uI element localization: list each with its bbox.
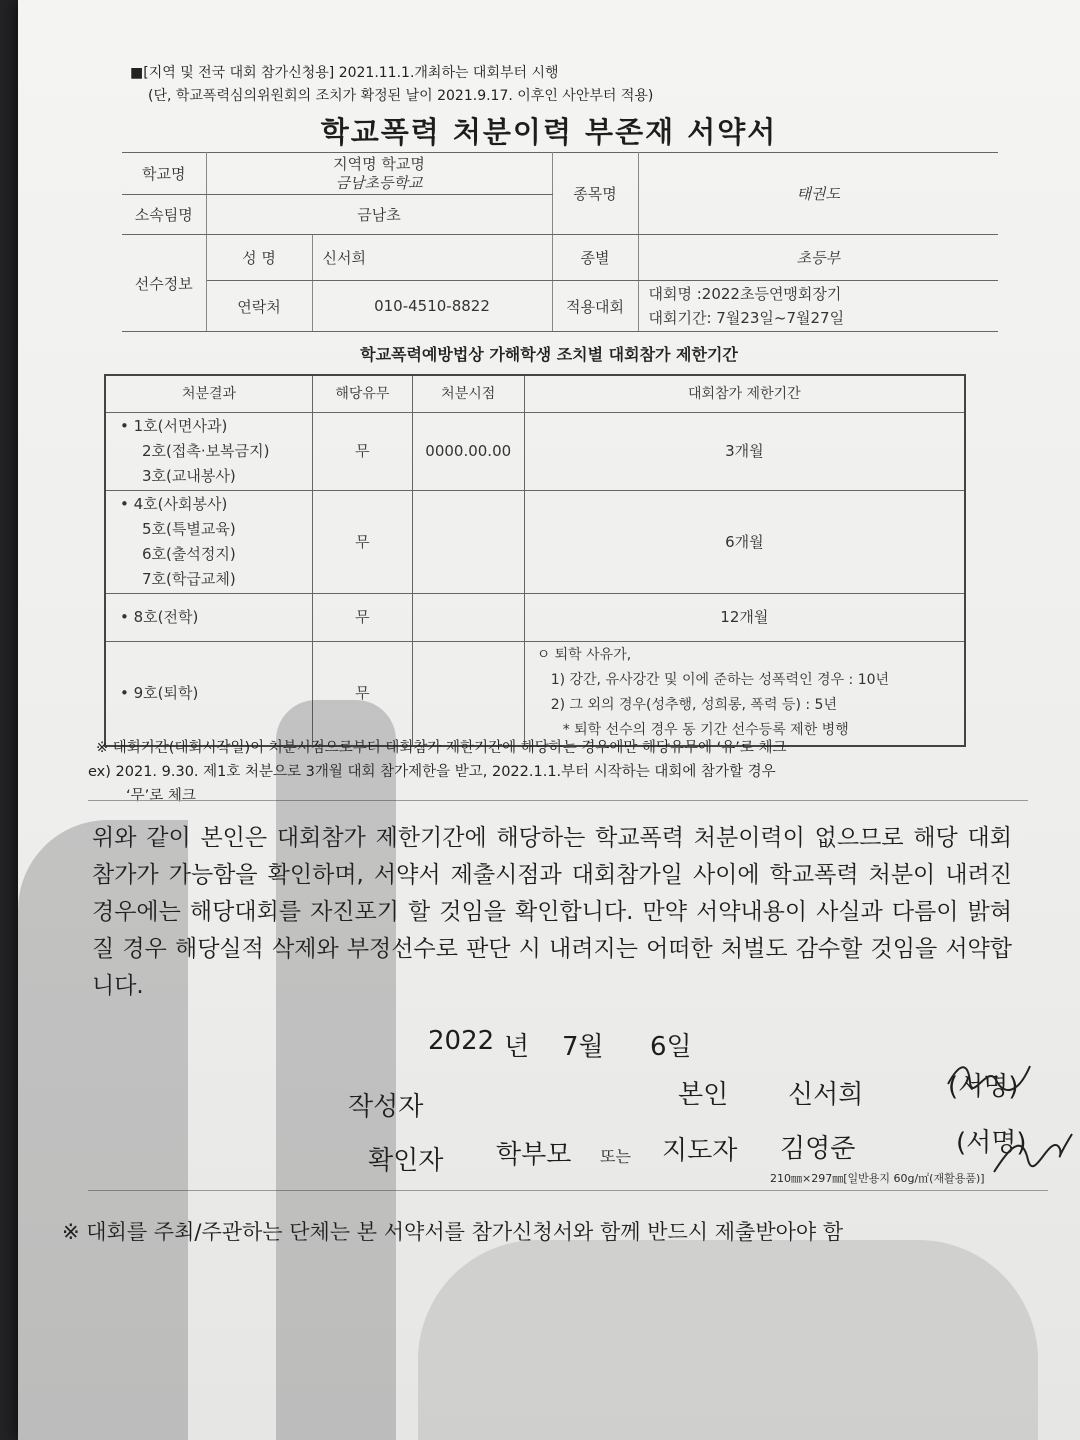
- date-month: 7월: [562, 1032, 604, 1062]
- table-row: [105, 413, 965, 491]
- table-row: [105, 491, 965, 594]
- note-line-1: ※ 대회기간(대회시작일)이 처분시점으로부터 대회참가 제한기간에 해당하는 경우에만 해당유무에 ‘유’로 체크: [96, 740, 787, 756]
- team-label: 소속팀명: [122, 195, 206, 235]
- contact-label: 연락처: [206, 281, 312, 332]
- date-value: [412, 642, 524, 746]
- info-table: [122, 152, 998, 332]
- coach-sign-label: (서명): [956, 1128, 1027, 1158]
- applicable-value: 무: [313, 642, 413, 746]
- period-detail: * 퇴학 선수의 경우 동 기간 선수등록 제한 병행: [562, 722, 849, 739]
- period-detail: 2) 그 외의 경우(성추행, 성희롱, 폭력 등) : 5년: [550, 697, 837, 714]
- competition-period: 대회기간: 7월23일~7월27일: [648, 309, 845, 327]
- or-label: 또는: [600, 1147, 631, 1166]
- contact-value: 010-4510-8822: [312, 281, 552, 332]
- coach-signature-mark: [988, 1120, 1078, 1190]
- team-value: 금남초: [206, 195, 552, 235]
- period-value: 6개월: [524, 491, 965, 594]
- period-value: 12개월: [524, 594, 965, 642]
- document-page: [18, 0, 1080, 1440]
- measure-item: • 9호(퇴학): [105, 642, 313, 746]
- paper-spec: 210㎜×297㎜[일반용지 60g/㎡(재활용품)]: [770, 1172, 985, 1185]
- restriction-subtitle: 학교폭력예방법상 가해학생 조치별 대회참가 제한기간: [360, 345, 738, 364]
- parent-label: 학부모: [496, 1140, 572, 1170]
- period-value: 3개월: [524, 413, 965, 491]
- self-signature-mark: [938, 1054, 1038, 1104]
- footer-note: ※ 대회를 주최/주관하는 단체는 본 서약서를 참가신청서와 함께 반드시 제출받아야 함: [62, 1220, 844, 1244]
- date-year-unit: 년: [504, 1032, 530, 1062]
- table-row: [105, 594, 965, 642]
- gender-label: 종별: [552, 235, 638, 281]
- author-label: 작성자: [348, 1092, 424, 1122]
- period-detail: 1) 강간, 유사강간 및 이에 준하는 성폭력인 경우 : 10년: [550, 672, 890, 689]
- applicable-value: 무: [313, 413, 413, 491]
- event-label: 종목명: [552, 153, 638, 235]
- self-label: 본인: [678, 1080, 729, 1110]
- date-value: 0000.00.00: [412, 413, 524, 491]
- period-detail: ㅇ 퇴학 사유가,: [536, 647, 632, 664]
- table-header-row: [105, 375, 965, 413]
- measure-item: • 8호(전학): [105, 594, 313, 642]
- school-value: 금남초등학교: [335, 173, 423, 192]
- player-label: 선수정보: [122, 235, 206, 332]
- date-year: 2022: [428, 1026, 495, 1056]
- photo-shadow: [276, 700, 396, 1440]
- measure-item: 7호(학급교체): [142, 570, 236, 588]
- divider: [88, 800, 1028, 801]
- name-value: 신서희: [312, 235, 552, 281]
- name-label: 성 명: [206, 235, 312, 281]
- applicable-value: 무: [313, 491, 413, 594]
- col-header-applicable: 해당유무: [313, 375, 413, 413]
- school-label: 학교명: [122, 153, 206, 195]
- divider: [88, 1190, 1048, 1191]
- measure-item: 3호(교내봉사): [142, 467, 236, 485]
- event-value: 태권도: [638, 153, 998, 235]
- applicable-value: 무: [313, 594, 413, 642]
- measure-item: • 1호(서면사과): [120, 417, 228, 435]
- header-line-1: ■[지역 및 전국 대회 참가신청용] 2021.11.1.개최하는 대회부터 시행: [130, 65, 559, 81]
- measure-item: 6호(출석정지): [142, 545, 236, 563]
- self-sign-label: (서명): [948, 1072, 1019, 1102]
- header-line-2: (단, 학교폭력심의위원회의 조치가 확정된 날이 2021.9.17. 이후인 사안부터 적용): [148, 88, 654, 104]
- col-header-period: 대회참가 제한기간: [524, 375, 965, 413]
- photo-shadow: [418, 1240, 1038, 1440]
- competition-name: 대회명 :2022초등연맹회장기: [648, 285, 842, 303]
- coach-label: 지도자: [662, 1136, 738, 1166]
- date-value: [412, 594, 524, 642]
- pledge-text: 위와 같이 본인은 대회참가 제한기간에 해당하는 학교폭력 처분이력이 없으므로 해당 대회 참가가 가능함을 확인하며, 서약서 제출시점과 대회참가일 사이에 학교폭력 처분이 내려진 경우에는 해당대회를 자진포기 할 것임을 확인합니다. 만약 서약내용이 사실과 다름이 밝혀질 경우 해당실적 삭제와 부정선수로 판단 시 내려지는 어떠한 처벌도 감수할 것임을 서약합니다.: [92, 825, 1012, 999]
- table-row: [105, 642, 965, 746]
- document-title: 학교폭력 처분이력 부존재 서약서: [320, 115, 778, 149]
- measure-item: 2호(접촉·보복금지): [142, 442, 270, 460]
- gender-value: 초등부: [638, 235, 998, 281]
- coach-name: 김영준: [780, 1134, 856, 1164]
- competition-label: 적용대회: [552, 281, 638, 332]
- measure-item: • 4호(사회봉사): [120, 495, 228, 513]
- confirm-label: 확인자: [368, 1146, 444, 1176]
- self-name: 신서희: [788, 1080, 864, 1110]
- col-header-date: 처분시점: [412, 375, 524, 413]
- note-line-2: ex) 2021. 9.30. 제1호 처분으로 3개월 대회 참가제한을 받고, 2022.1.1.부터 시작하는 대회에 참가할 경우: [88, 764, 776, 780]
- date-value: [412, 491, 524, 594]
- measure-item: 5호(특별교육): [142, 520, 236, 538]
- restriction-table: [104, 374, 966, 747]
- col-header-result: 처분결과: [105, 375, 313, 413]
- date-day: 6일: [650, 1032, 692, 1062]
- school-hint: 지역명 학교명: [333, 154, 425, 173]
- note-line-3: ‘무’로 체크: [126, 788, 196, 804]
